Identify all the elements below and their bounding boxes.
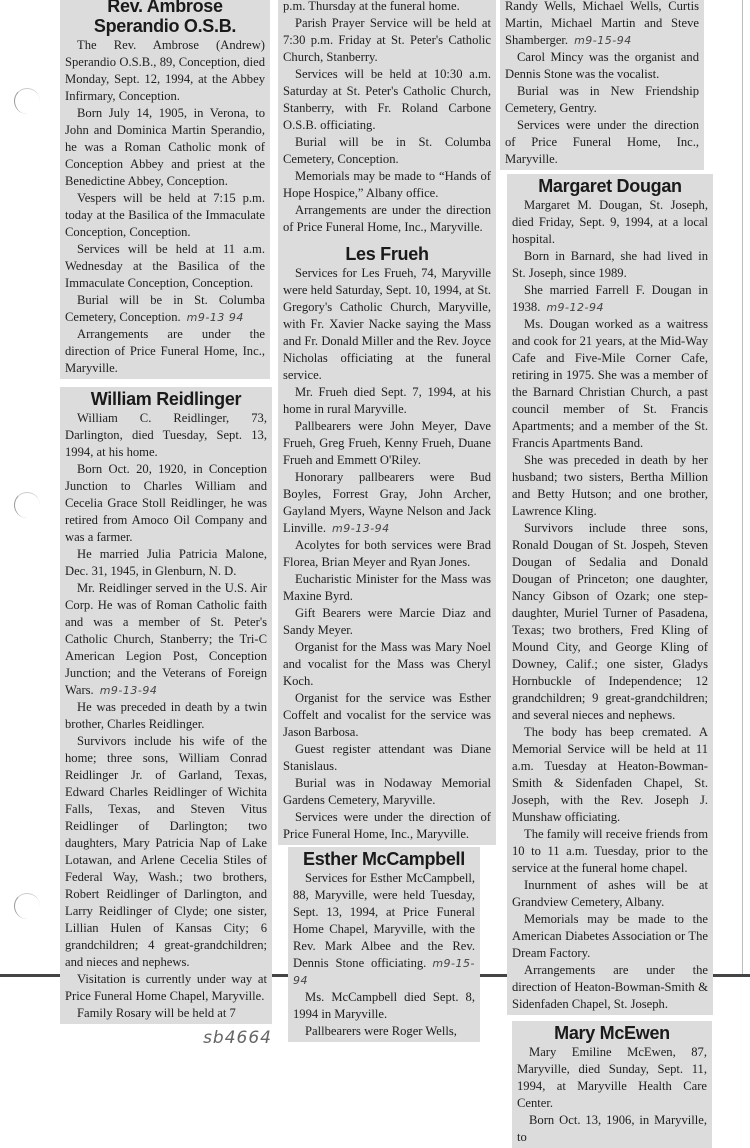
paragraph-text: The body has beep cremated. A Memorial Service will be held at 11 a.m. Tuesday at Heaton-Bowman-Smith & Sidenfaden Chapel, St. Joseph, with the Rev. Joseph J. Munshaw officiating. xyxy=(512,725,708,824)
obituary-paragraph xyxy=(283,537,491,571)
paragraph-text: Mary Emiline McEwen, 87, Maryville, died Sunday, Sept. 11, 1994, at Maryville Health Care Center. xyxy=(517,1045,707,1110)
obituary-headline: William Reidlinger xyxy=(90,389,242,409)
obituary-paragraph xyxy=(283,605,491,639)
paragraph-text: Burial will be in St. Columba Cemetery, Conception. xyxy=(283,135,491,166)
obituary-headline: Esther McCampbell xyxy=(303,849,465,869)
handwritten-date-note: m9-13-94 xyxy=(99,684,158,697)
clipping-frueh xyxy=(278,242,496,845)
obituary-paragraph xyxy=(283,741,491,775)
obituary-paragraph xyxy=(65,580,267,699)
paragraph-text: Mr. Frueh died Sept. 7, 1994, at his home in rural Maryville. xyxy=(283,385,491,416)
obituary-paragraph xyxy=(293,870,475,989)
obituary-paragraph xyxy=(512,962,708,1013)
paragraph-text: Ms. McCampbell died Sept. 8, 1994 in Maryville. xyxy=(293,990,475,1021)
obituary-paragraph xyxy=(283,0,491,15)
paragraph-text: Randy Wells, Michael Wells, Curtis Martin, Michael Martin and Steve Shamberger. xyxy=(505,0,699,47)
obituary-headline: Mary McEwen xyxy=(554,1023,670,1043)
paragraph-text: Memorials may be made to “Hands of Hope Hospice,” Albany office. xyxy=(283,169,491,200)
punch-hole xyxy=(14,492,40,518)
paragraph-text: Services were under the direction of Price Funeral Home, Inc., Maryville. xyxy=(505,118,699,166)
paragraph-text: Visitation is currently under way at Price Funeral Home Chapel, Maryville. xyxy=(65,972,267,1003)
obituary-paragraph xyxy=(65,410,267,461)
paragraph-text: Guest register attendant was Diane Stanislaus. xyxy=(283,742,491,773)
paragraph-text: Arrangements are under the direction of Price Funeral Home, Inc., Maryville. xyxy=(283,203,491,234)
paragraph-text: The family will receive friends from 10 to 11 a.m. Tuesday, prior to the service at the funeral home chapel. xyxy=(512,827,708,875)
obituary-paragraph xyxy=(505,117,699,168)
clipping-reidlinger xyxy=(60,387,272,1024)
paragraph-text: Burial was in Nodaway Memorial Gardens Cemetery, Maryville. xyxy=(283,776,491,807)
obituary-paragraph xyxy=(512,911,708,962)
clipping-sperandio xyxy=(60,0,270,379)
obituary-paragraph xyxy=(65,461,267,546)
paragraph-text: He was preceded in death by a twin brother, Charles Reidlinger. xyxy=(65,700,267,731)
paragraph-text: Family Rosary will be held at 7 xyxy=(77,1006,236,1020)
paragraph-text: She married Farrell F. Dougan in 1938. xyxy=(512,283,708,314)
paragraph-text: p.m. Thursday at the funeral home. xyxy=(283,0,460,13)
paragraph-text: Acolytes for both services were Brad Florea, Brian Meyer and Ryan Jones. xyxy=(283,538,491,569)
paragraph-text: Organist for the service was Esther Coffelt and vocalist for the service was Jason Barbosa. xyxy=(283,691,491,739)
obituary-paragraph xyxy=(283,571,491,605)
obituary-paragraph xyxy=(283,809,491,843)
obituary-headline: Margaret Dougan xyxy=(538,176,682,196)
obituary-paragraph xyxy=(283,384,491,418)
column-3 xyxy=(500,0,714,1148)
obituary-paragraph xyxy=(283,639,491,690)
punch-hole xyxy=(14,88,40,114)
paragraph-text: He married Julia Patricia Malone, Dec. 31, 1945, in Glenburn, N. D. xyxy=(65,547,267,578)
obituary-paragraph xyxy=(512,282,708,316)
obituary-paragraph xyxy=(65,971,267,1005)
handwritten-date-note: m9-15-94 xyxy=(293,957,475,987)
obituary-paragraph xyxy=(505,49,699,83)
paragraph-text: Survivors include his wife of the home; three sons, William Conrad Reidlinger Jr. of Garland, Texas, Edward Charles Reidlinger of Wichita Falls, Texas, and Steven Vitus Reidlinger of Darlington; two daughters, Mary Patricia Nap of Lake Lotawan, and Arlene Cecelia Stiles of Federal Way, Wash.; two brothers, Robert Reidlinger of Darlington, and Larry Reidlinger of Clyde; one sister, Lillian Hulen of Kansas City; 6 grandchildren; 4 great-grandchildren; and nieces and nephews. xyxy=(65,734,267,969)
paragraph-text: Mr. Reidlinger served in the U.S. Air Corp. He was of Roman Catholic faith and was a member of St. Peter's Catholic Church, Stanberry; the Tri-C American Legion Post, Conception Junction; and the Veterans of Foreign Wars. xyxy=(65,581,267,697)
paragraph-text: Services will be held at 10:30 a.m. Saturday at St. Peter's Catholic Church, Stanberry, with Fr. Roland Carbone O.S.B. officiating. xyxy=(283,67,491,132)
obituary-paragraph xyxy=(512,520,708,724)
obituary-paragraph xyxy=(283,418,491,469)
obituary-paragraph xyxy=(512,724,708,826)
obituary-paragraph xyxy=(512,316,708,452)
paragraph-text: Carol Mincy was the organist and Dennis Stone was the vocalist. xyxy=(505,50,699,81)
paragraph-text: William C. Reidlinger, 73, Darlington, died Tuesday, Sept. 13, 1994, at his home. xyxy=(65,411,267,459)
paragraph-text: Services for Les Frueh, 74, Maryville were held Saturday, Sept. 10, 1994, at St. Gregory's Catholic Church, Maryville, with Fr. Xavier Nacke saying the Mass and Fr. Donald Miller and the Rev. Joyce Nicholas officiating at the funeral service. xyxy=(283,266,491,382)
paragraph-text: Services for Esther McCampbell, 88, Maryville, were held Tuesday, Sept. 13, 1994, at Price Funeral Home Chapel, Maryville, with the Rev. Mark Albee and the Rev. Dennis Stone officiating. xyxy=(293,871,475,970)
paragraph-text: Survivors include three sons, Ronald Dougan of St. Jospeh, Steven Dougan of Sedalia and Donald Dougan of Princeton; one daughter, Nancy Gibson of Ozark; one step-daughter, Muriel Turner of Pasadena, Texas; two brothers, Fred Kling of Mound City, and George Kling of Downey, Calif.; one sister, Gladys Hornbuckle of Independence; 12 grandchildren; 9 great-grandchildren; and several nieces and nephews. xyxy=(512,521,708,722)
paragraph-text: Born Oct. 13, 1906, in Maryville, to xyxy=(517,1113,707,1144)
clipping-mccampbell-continued xyxy=(500,0,704,170)
handwritten-date-note: m9-13-94 xyxy=(332,522,390,535)
paragraph-text: Services will be held at 11 a.m. Wednesday at the Basilica of the Immaculate Conception, Conception. xyxy=(65,242,265,290)
obituary-paragraph xyxy=(65,733,267,971)
obituary-paragraph xyxy=(283,775,491,809)
column-1 xyxy=(60,0,272,1048)
punch-hole xyxy=(14,893,40,919)
paragraph-text: Memorials may be made to the American Diabetes Association or The Dream Factory. xyxy=(512,912,708,960)
clipping-mccampbell xyxy=(288,847,480,1042)
paragraph-text: Services were under the direction of Price Funeral Home, Inc., Maryville. xyxy=(283,810,491,841)
obituary-paragraph xyxy=(65,105,265,190)
paragraph-text: Ms. Dougan worked as a waitress and cook for 21 years, at the Mid-Way Cafe and Five-Mile Corner Cafe, retiring in 1975. She was a member of the Barnard Christian Church, a past council member of St. Francis Apartments; and a member of the St. Francis Apartments Band. xyxy=(512,317,708,450)
catalog-number: sb4664 xyxy=(203,1028,272,1048)
obituary-paragraph xyxy=(283,202,491,236)
obituary-paragraph xyxy=(512,452,708,520)
obituary-paragraph xyxy=(65,546,267,580)
obituary-paragraph xyxy=(505,83,699,117)
paragraph-text: Arrangements are under the direction of Heaton-Bowman-Smith & Sidenfaden Chapel, St. Joseph. xyxy=(512,963,708,1011)
obituary-paragraph xyxy=(65,699,267,733)
obituary-paragraph xyxy=(512,197,708,248)
obituary-paragraph xyxy=(512,826,708,877)
obituary-paragraph xyxy=(512,248,708,282)
obituary-paragraph xyxy=(293,989,475,1023)
obituary-paragraph xyxy=(283,15,491,66)
clipping-reidlinger-continued xyxy=(278,0,496,242)
paragraph-text: Honorary pallbearers were Bud Boyles, Forrest Gray, John Archer, Gayland Myers, Wayne Nelson and Jack Linville. xyxy=(283,470,491,535)
obituary-paragraph xyxy=(283,265,491,384)
paragraph-text: Margaret M. Dougan, St. Joseph, died Friday, Sept. 9, 1994, at a local hospital. xyxy=(512,198,708,246)
obituary-paragraph xyxy=(65,1005,267,1022)
obituary-paragraph xyxy=(65,292,265,326)
paragraph-text: Born July 14, 1905, in Verona, to John and Dominica Martin Sperandio, he was a Roman Catholic monk of Conception Abbey and priest at the Benedictine Abbey, Conception. xyxy=(65,106,265,188)
handwritten-date-note: m9-13 94 xyxy=(186,311,244,324)
paragraph-text: Parish Prayer Service will be held at 7:30 p.m. Friday at St. Peter's Catholic Church, Stanberry. xyxy=(283,16,491,64)
column-2 xyxy=(278,0,496,1042)
obituary-paragraph xyxy=(283,168,491,202)
obituary-paragraph xyxy=(293,1023,475,1040)
page-edge xyxy=(742,0,743,975)
obituary-headline: Les Frueh xyxy=(345,244,429,264)
paragraph-text: Gift Bearers were Marcie Diaz and Sandy Meyer. xyxy=(283,606,491,637)
paragraph-text: Eucharistic Minister for the Mass was Maxine Byrd. xyxy=(283,572,491,603)
paragraph-text: The Rev. Ambrose (Andrew) Sperandio O.S.B., 89, Conception, died Monday, Sept. 12, 1994, at the Abbey Infirmary, Conception. xyxy=(65,38,265,103)
obituary-headline: Rev. Ambrose Sperandio O.S.B. xyxy=(93,0,237,36)
obituary-paragraph xyxy=(65,190,265,241)
paragraph-text: Burial was in New Friendship Cemetery, Gentry. xyxy=(505,84,699,115)
obituary-paragraph xyxy=(283,66,491,134)
paragraph-text: Inurnment of ashes will be at Grandview Cemetery, Albany. xyxy=(512,878,708,909)
obituary-paragraph xyxy=(283,469,491,537)
obituary-paragraph xyxy=(283,134,491,168)
paragraph-text: Pallbearers were Roger Wells, xyxy=(305,1024,457,1038)
clipping-dougan xyxy=(507,174,713,1015)
obituary-paragraph xyxy=(512,877,708,911)
obituary-paragraph xyxy=(65,326,265,377)
paragraph-text: Burial will be in St. Columba Cemetery, Conception. xyxy=(65,293,265,324)
obituary-paragraph xyxy=(65,37,265,105)
obituary-paragraph xyxy=(65,241,265,292)
clipping-mcewen xyxy=(512,1021,712,1148)
handwritten-date-note: m9-12-94 xyxy=(546,301,604,314)
paragraph-text: Born in Barnard, she had lived in St. Joseph, since 1989. xyxy=(512,249,708,280)
paragraph-text: Pallbearers were John Meyer, Dave Frueh, Greg Frueh, Kenny Frueh, Duane Frueh and Emmett O'Riley. xyxy=(283,419,491,467)
paragraph-text: Born Oct. 20, 1920, in Conception Junction to Charles William and Cecelia Grace Stoll Reidlinger, he was retired from Amoco Oil Company and was a farmer. xyxy=(65,462,267,544)
paragraph-text: Vespers will be held at 7:15 p.m. today at the Basilica of the Immaculate Conception, Conception. xyxy=(65,191,265,239)
obituary-paragraph xyxy=(505,0,699,49)
paragraph-text: Organist for the Mass was Mary Noel and vocalist for the Mass was Cheryl Koch. xyxy=(283,640,491,688)
handwritten-date-note: m9-15-94 xyxy=(574,34,632,47)
obituary-paragraph xyxy=(517,1044,707,1112)
paragraph-text: Arrangements are under the direction of Price Funeral Home, Inc., Maryville. xyxy=(65,327,265,375)
obituary-paragraph xyxy=(517,1112,707,1146)
obituary-paragraph xyxy=(283,690,491,741)
paragraph-text: She was preceded in death by her husband; two sisters, Bertha Million and Betty Hutson; and one brother, Lawrence Kling. xyxy=(512,453,708,518)
